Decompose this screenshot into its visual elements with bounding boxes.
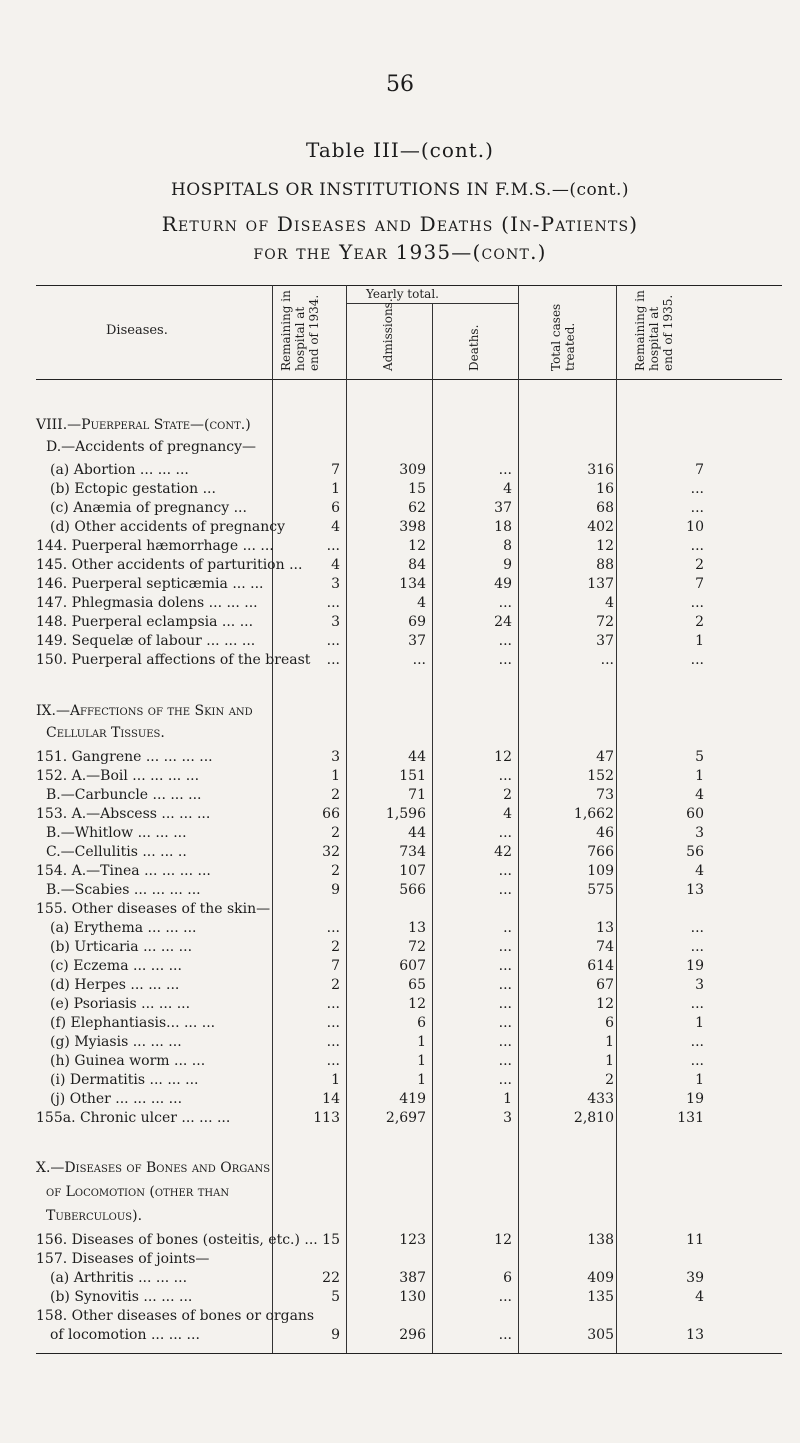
deaths-cell: 42 — [494, 844, 512, 860]
deaths-cell: ... — [498, 882, 512, 898]
row-label: (j) Other ... ... ... ... — [50, 1091, 183, 1107]
total-cases-cell: 152 — [587, 768, 614, 784]
deaths-cell: 3 — [503, 1110, 512, 1126]
table-row — [36, 1326, 782, 1345]
remaining-end-cell: 7 — [695, 462, 704, 478]
deaths-cell: ... — [498, 1034, 512, 1050]
row-label: 145. Other accidents of parturition ... — [36, 557, 303, 573]
admissions-cell: 309 — [399, 462, 426, 478]
total-cases-cell: 73 — [596, 787, 614, 803]
table-row — [36, 702, 782, 721]
deaths-cell: ... — [498, 1072, 512, 1088]
row-label: 154. A.—Tinea ... ... ... ... — [36, 863, 211, 879]
remaining-end-cell: ... — [690, 538, 704, 554]
row-label: (b) Ectopic gestation ... — [50, 481, 216, 497]
remaining-start-cell: 15 — [322, 1232, 340, 1248]
subtitle: HOSPITALS OR INSTITUTIONS IN F.M.S.—(cont.) — [170, 180, 630, 200]
deaths-cell: 24 — [494, 614, 512, 630]
page-number: 56 — [386, 72, 414, 97]
deaths-cell: 8 — [503, 538, 512, 554]
deaths-cell: ... — [498, 958, 512, 974]
admissions-cell: 151 — [399, 768, 426, 784]
row-label: 150. Puerperal affections of the breast — [36, 652, 311, 668]
row-label: (b) Urticaria ... ... ... — [50, 939, 193, 955]
header-remaining-start-2: hospital at — [293, 306, 307, 371]
deaths-cell: 37 — [494, 500, 512, 516]
deaths-cell: 49 — [494, 576, 512, 592]
remaining-end-cell: 13 — [686, 1327, 704, 1343]
total-cases-cell: 137 — [587, 576, 614, 592]
remaining-start-cell: 113 — [313, 1110, 340, 1126]
header-remaining-start-3: end of 1934. — [307, 294, 321, 371]
remaining-end-cell: ... — [690, 652, 704, 668]
remaining-end-cell: 19 — [686, 1091, 704, 1107]
table-row — [36, 1109, 782, 1128]
deaths-cell: 4 — [503, 806, 512, 822]
remaining-start-cell: 2 — [331, 825, 340, 841]
admissions-cell: 1 — [417, 1053, 426, 1069]
admissions-cell: ... — [412, 652, 426, 668]
table-row — [36, 1307, 782, 1326]
row-label: 147. Phlegmasia dolens ... ... ... — [36, 595, 258, 611]
admissions-cell: 12 — [408, 538, 426, 554]
deaths-cell: ... — [498, 1327, 512, 1343]
total-cases-cell: 37 — [596, 633, 614, 649]
remaining-end-cell: 56 — [686, 844, 704, 860]
table-row — [36, 575, 782, 594]
header-admissions: Admissions. — [381, 298, 395, 371]
admissions-cell: 12 — [408, 996, 426, 1012]
remaining-end-cell: ... — [690, 595, 704, 611]
total-cases-cell: 12 — [596, 996, 614, 1012]
table-row — [36, 724, 782, 743]
total-cases-cell: 135 — [587, 1289, 614, 1305]
table-row — [36, 1183, 782, 1202]
admissions-cell: 62 — [408, 500, 426, 516]
row-label: (e) Psoriasis ... ... ... — [50, 996, 191, 1012]
admissions-cell: 130 — [399, 1289, 426, 1305]
deaths-cell: ... — [498, 462, 512, 478]
table-row — [36, 1071, 782, 1090]
row-label: C.—Cellulitis ... ... .. — [46, 844, 187, 860]
deaths-cell: 12 — [494, 749, 512, 765]
deaths-cell: ... — [498, 863, 512, 879]
table-row — [36, 1231, 782, 1250]
admissions-cell: 387 — [399, 1270, 426, 1286]
header-remaining-end-3: end of 1935. — [661, 294, 675, 371]
total-cases-cell: 47 — [596, 749, 614, 765]
total-cases-cell: 1 — [605, 1053, 614, 1069]
row-label: (h) Guinea worm ... ... — [50, 1053, 206, 1069]
total-cases-cell: 138 — [587, 1232, 614, 1248]
remaining-end-cell: 5 — [695, 749, 704, 765]
remaining-end-cell: 60 — [686, 806, 704, 822]
remaining-end-cell: 4 — [695, 863, 704, 879]
remaining-end-cell: 1 — [695, 1015, 704, 1031]
admissions-cell: 37 — [408, 633, 426, 649]
row-label: Cellular Tissues. — [46, 725, 165, 741]
remaining-end-cell: 2 — [695, 614, 704, 630]
table-row — [36, 1052, 782, 1071]
table-row — [36, 843, 782, 862]
remaining-end-cell: ... — [690, 1034, 704, 1050]
row-label: B.—Scabies ... ... ... ... — [46, 882, 201, 898]
row-label: 153. A.—Abscess ... ... ... — [36, 806, 211, 822]
table-row — [36, 805, 782, 824]
remaining-start-cell: 9 — [331, 882, 340, 898]
admissions-cell: 734 — [399, 844, 426, 860]
admissions-cell: 1 — [417, 1034, 426, 1050]
table-title: Table III—(cont.) — [306, 138, 494, 162]
total-cases-cell: 766 — [587, 844, 614, 860]
row-label: 149. Sequelæ of labour ... ... ... — [36, 633, 256, 649]
total-cases-cell: 1,662 — [573, 806, 614, 822]
heading-line-2: for the Year 1935—(cont.) — [253, 240, 547, 264]
table-row — [36, 594, 782, 613]
remaining-start-cell: 2 — [331, 939, 340, 955]
row-label: (d) Other accidents of pregnancy — [50, 519, 286, 535]
table-row — [36, 786, 782, 805]
remaining-end-cell: ... — [690, 920, 704, 936]
table-top-rule — [36, 285, 782, 286]
table-row — [36, 499, 782, 518]
row-label: of Locomotion (other than — [46, 1184, 230, 1200]
remaining-start-cell: 66 — [322, 806, 340, 822]
remaining-end-cell: ... — [690, 996, 704, 1012]
deaths-cell: 12 — [494, 1232, 512, 1248]
yearly-total-rule — [346, 303, 518, 304]
row-label: B.—Carbuncle ... ... ... — [46, 787, 202, 803]
total-cases-cell: 74 — [596, 939, 614, 955]
admissions-cell: 1 — [417, 1072, 426, 1088]
remaining-start-cell: 32 — [322, 844, 340, 860]
admissions-cell: 72 — [408, 939, 426, 955]
remaining-end-cell: 3 — [695, 825, 704, 841]
table-row — [36, 518, 782, 537]
row-label: 148. Puerperal eclampsia ... ... — [36, 614, 254, 630]
table-row — [36, 862, 782, 881]
row-label: VIII.—Puerperal State—(cont.) — [36, 417, 251, 433]
total-cases-cell: ... — [600, 652, 614, 668]
row-label: IX.—Affections of the Skin and — [36, 703, 253, 719]
table-row — [36, 1159, 782, 1178]
table-row — [36, 416, 782, 435]
admissions-cell: 4 — [417, 595, 426, 611]
deaths-cell: 2 — [503, 787, 512, 803]
remaining-start-cell: 3 — [331, 614, 340, 630]
row-label: X.—Diseases of Bones and Organs — [36, 1160, 271, 1176]
remaining-end-cell: ... — [690, 481, 704, 497]
remaining-end-cell: 2 — [695, 557, 704, 573]
row-label: (g) Myiasis ... ... ... — [50, 1034, 182, 1050]
table-row — [36, 438, 782, 457]
remaining-end-cell: 4 — [695, 787, 704, 803]
total-cases-cell: 67 — [596, 977, 614, 993]
remaining-start-cell: 1 — [331, 481, 340, 497]
deaths-cell: ... — [498, 633, 512, 649]
table-row — [36, 1207, 782, 1226]
remaining-end-cell: 10 — [686, 519, 704, 535]
remaining-end-cell: 11 — [686, 1232, 704, 1248]
row-label: of locomotion ... ... ... — [50, 1327, 200, 1343]
deaths-cell: ... — [498, 768, 512, 784]
remaining-start-cell: ... — [326, 652, 340, 668]
table-row — [36, 1288, 782, 1307]
remaining-start-cell: 1 — [331, 768, 340, 784]
admissions-cell: 566 — [399, 882, 426, 898]
total-cases-cell: 402 — [587, 519, 614, 535]
remaining-start-cell: ... — [326, 633, 340, 649]
remaining-start-cell: 3 — [331, 576, 340, 592]
row-label: Tuberculous). — [46, 1208, 143, 1224]
remaining-start-cell: ... — [326, 1034, 340, 1050]
row-label: (a) Arthritis ... ... ... — [50, 1270, 188, 1286]
row-label: (c) Anæmia of pregnancy ... — [50, 500, 247, 516]
deaths-cell: ... — [498, 996, 512, 1012]
admissions-cell: 44 — [408, 749, 426, 765]
total-cases-cell: 2,810 — [573, 1110, 614, 1126]
heading-line-1: Return of Diseases and Deaths (In-Patients) — [161, 212, 639, 236]
total-cases-cell: 72 — [596, 614, 614, 630]
remaining-end-cell: 1 — [695, 633, 704, 649]
deaths-cell: ... — [498, 1289, 512, 1305]
admissions-cell: 69 — [408, 614, 426, 630]
header-diseases: Diseases. — [106, 323, 168, 338]
row-label: 158. Other diseases of bones or organs — [36, 1308, 315, 1324]
admissions-cell: 123 — [399, 1232, 426, 1248]
remaining-end-cell: 39 — [686, 1270, 704, 1286]
table-row — [36, 537, 782, 556]
table-row — [36, 1033, 782, 1052]
row-label: (a) Abortion ... ... ... — [50, 462, 189, 478]
admissions-cell: 2,697 — [385, 1110, 426, 1126]
table-row — [36, 919, 782, 938]
table-row — [36, 632, 782, 651]
deaths-cell: ... — [498, 939, 512, 955]
total-cases-cell: 6 — [605, 1015, 614, 1031]
total-cases-cell: 12 — [596, 538, 614, 554]
deaths-cell: ... — [498, 595, 512, 611]
table-row — [36, 900, 782, 919]
table-row — [36, 995, 782, 1014]
remaining-start-cell: 6 — [331, 500, 340, 516]
remaining-start-cell: 2 — [331, 787, 340, 803]
remaining-end-cell: ... — [690, 1053, 704, 1069]
remaining-start-cell: 5 — [331, 1289, 340, 1305]
admissions-cell: 65 — [408, 977, 426, 993]
total-cases-cell: 13 — [596, 920, 614, 936]
deaths-cell: ... — [498, 1015, 512, 1031]
remaining-start-cell: 2 — [331, 977, 340, 993]
remaining-start-cell: 4 — [331, 557, 340, 573]
row-label: (c) Eczema ... ... ... — [50, 958, 182, 974]
admissions-cell: 419 — [399, 1091, 426, 1107]
admissions-cell: 134 — [399, 576, 426, 592]
total-cases-cell: 4 — [605, 595, 614, 611]
row-label: 144. Puerperal hæmorrhage ... ... — [36, 538, 274, 554]
remaining-start-cell: 7 — [331, 462, 340, 478]
row-label: 155. Other diseases of the skin— — [36, 901, 271, 917]
admissions-cell: 1,596 — [385, 806, 426, 822]
deaths-cell: ... — [498, 652, 512, 668]
table-row — [36, 613, 782, 632]
table-row — [36, 976, 782, 995]
remaining-start-cell: 4 — [331, 519, 340, 535]
deaths-cell: 4 — [503, 481, 512, 497]
admissions-cell: 84 — [408, 557, 426, 573]
table-row — [36, 748, 782, 767]
total-cases-cell: 1 — [605, 1034, 614, 1050]
remaining-end-cell: 1 — [695, 768, 704, 784]
remaining-end-cell: 1 — [695, 1072, 704, 1088]
deaths-cell: ... — [498, 825, 512, 841]
row-label: (d) Herpes ... ... ... — [50, 977, 180, 993]
row-label: D.—Accidents of pregnancy— — [46, 439, 257, 455]
row-label: (i) Dermatitis ... ... ... — [50, 1072, 199, 1088]
remaining-start-cell: ... — [326, 538, 340, 554]
remaining-end-cell: 19 — [686, 958, 704, 974]
remaining-start-cell: 9 — [331, 1327, 340, 1343]
deaths-cell: .. — [503, 920, 512, 936]
deaths-cell: 1 — [503, 1091, 512, 1107]
admissions-cell: 107 — [399, 863, 426, 879]
admissions-cell: 6 — [417, 1015, 426, 1031]
header-remaining-end-2: hospital at — [647, 306, 661, 371]
remaining-start-cell: ... — [326, 996, 340, 1012]
header-total-cases-2: treated. — [563, 322, 577, 371]
remaining-end-cell: 131 — [677, 1110, 704, 1126]
admissions-cell: 296 — [399, 1327, 426, 1343]
admissions-cell: 71 — [408, 787, 426, 803]
row-label: B.—Whitlow ... ... ... — [46, 825, 187, 841]
table-row — [36, 1269, 782, 1288]
table-row — [36, 556, 782, 575]
remaining-start-cell: ... — [326, 920, 340, 936]
row-label: 156. Diseases of bones (osteitis, etc.) ... — [36, 1232, 318, 1248]
table-row — [36, 767, 782, 786]
table-row — [36, 957, 782, 976]
deaths-cell: 6 — [503, 1270, 512, 1286]
table-row — [36, 938, 782, 957]
remaining-start-cell: 14 — [322, 1091, 340, 1107]
total-cases-cell: 2 — [605, 1072, 614, 1088]
total-cases-cell: 46 — [596, 825, 614, 841]
remaining-start-cell: ... — [326, 1015, 340, 1031]
remaining-end-cell: 13 — [686, 882, 704, 898]
row-label: 157. Diseases of joints— — [36, 1251, 210, 1267]
table-row — [36, 1090, 782, 1109]
total-cases-cell: 109 — [587, 863, 614, 879]
row-label: 151. Gangrene ... ... ... ... — [36, 749, 213, 765]
remaining-start-cell: 22 — [322, 1270, 340, 1286]
table-bottom-rule — [36, 1353, 782, 1354]
remaining-end-cell: 7 — [695, 576, 704, 592]
table-row — [36, 1014, 782, 1033]
total-cases-cell: 433 — [587, 1091, 614, 1107]
header-remaining-start-1: Remaining in — [279, 290, 293, 371]
admissions-cell: 13 — [408, 920, 426, 936]
total-cases-cell: 305 — [587, 1327, 614, 1343]
table-row — [36, 651, 782, 670]
header-remaining-end-1: Remaining in — [633, 290, 647, 371]
remaining-start-cell: 7 — [331, 958, 340, 974]
remaining-end-cell: 3 — [695, 977, 704, 993]
deaths-cell: 9 — [503, 557, 512, 573]
total-cases-cell: 614 — [587, 958, 614, 974]
deaths-cell: 18 — [494, 519, 512, 535]
admissions-cell: 44 — [408, 825, 426, 841]
disease-return-table — [36, 285, 782, 1355]
total-cases-cell: 409 — [587, 1270, 614, 1286]
remaining-start-cell: 3 — [331, 749, 340, 765]
row-label: 155a. Chronic ulcer ... ... ... — [36, 1110, 231, 1126]
table-row — [36, 824, 782, 843]
total-cases-cell: 575 — [587, 882, 614, 898]
total-cases-cell: 316 — [587, 462, 614, 478]
remaining-start-cell: ... — [326, 1053, 340, 1069]
header-total-cases-1: Total cases — [549, 303, 563, 371]
table-row — [36, 881, 782, 900]
header-deaths: Deaths. — [467, 324, 481, 371]
admissions-cell: 607 — [399, 958, 426, 974]
remaining-start-cell: ... — [326, 595, 340, 611]
table-row — [36, 461, 782, 480]
admissions-cell: 15 — [408, 481, 426, 497]
table-row — [36, 480, 782, 499]
row-label: (f) Elephantiasis... ... ... — [50, 1015, 216, 1031]
deaths-cell: ... — [498, 1053, 512, 1069]
remaining-start-cell: 1 — [331, 1072, 340, 1088]
total-cases-cell: 88 — [596, 557, 614, 573]
deaths-cell: ... — [498, 977, 512, 993]
remaining-start-cell: 2 — [331, 863, 340, 879]
table-row — [36, 1250, 782, 1269]
admissions-cell: 398 — [399, 519, 426, 535]
header-bottom-rule — [36, 379, 782, 380]
remaining-end-cell: 4 — [695, 1289, 704, 1305]
remaining-end-cell: ... — [690, 939, 704, 955]
row-label: (a) Erythema ... ... ... — [50, 920, 197, 936]
row-label: (b) Synovitis ... ... ... — [50, 1289, 193, 1305]
total-cases-cell: 16 — [596, 481, 614, 497]
row-label: 152. A.—Boil ... ... ... ... — [36, 768, 200, 784]
header-yearly-total: Yearly total. — [366, 287, 439, 301]
total-cases-cell: 68 — [596, 500, 614, 516]
remaining-end-cell: ... — [690, 500, 704, 516]
row-label: 146. Puerperal septicæmia ... ... — [36, 576, 264, 592]
